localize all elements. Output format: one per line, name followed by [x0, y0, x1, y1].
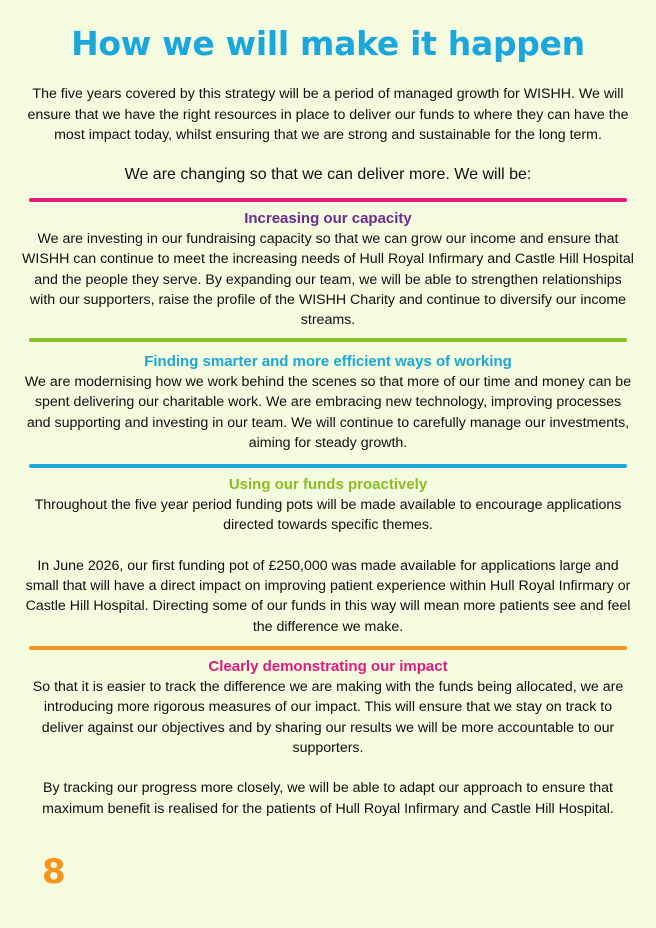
section-smarter-ways: [22, 352, 634, 453]
page-title: How we will make it happen: [71, 24, 585, 63]
section-paragraph: In June 2026, our first funding pot of £250,000 was made available for applications large and small that will have a direct impact on improving patient experience within Hull Royal Infirmary or Castle Hill Hospital. Directing some of our funds in this way will mean more patients see and feel the difference we make.: [25, 557, 631, 635]
section-funds-proactively: [22, 475, 634, 637]
section-paragraph: We are modernising how we work behind the scenes so that more of our time and money can be spent delivering our charitable work. We are embracing new technology, improving processes and supporting and investing in our team. We will continue to carefully manage our investments, aiming for steady growth.: [24, 374, 632, 451]
divider-green: [29, 338, 627, 342]
section-paragraph: Throughout the five year period funding pots will be made available to encourage applications directed towards specific themes.: [34, 497, 622, 534]
section-paragraph: By tracking our progress more closely, we will be able to adapt our approach to ensure that maximum benefit is realised for the patients of Hull Royal Infirmary and Castle Hill Hospital.: [42, 780, 614, 817]
divider-pink: [29, 198, 627, 202]
section-increasing-capacity: [22, 209, 634, 330]
page-number: 8: [42, 852, 66, 892]
divider-blue: [29, 464, 627, 468]
section-demonstrating-impact: [22, 657, 634, 819]
section-paragraph: So that it is easier to track the difference we are making with the funds being allocated, we are introducing more rigorous measures of our impact. This will ensure that we stay on track to deliver against our objectives and by sharing our results we will be more accountable to our supporters.: [32, 679, 624, 756]
lead-sentence: We are changing so that we can deliver more. We will be:: [124, 166, 532, 183]
section-heading: Increasing our capacity: [244, 210, 412, 227]
section-heading: Clearly demonstrating our impact: [208, 658, 448, 675]
divider-orange: [29, 646, 627, 650]
section-paragraph: We are investing in our fundraising capacity so that we can grow our income and ensure that WISHH can continue to meet the increasing needs of Hull Royal Infirmary and Castle Hill Hospital and the people they serve. By expanding our team, we will be able to strengthen relationships with our supporters, raise the profile of the WISHH Charity and continue to diversify our income streams.: [22, 231, 634, 329]
section-heading: Finding smarter and more efficient ways of working: [144, 353, 512, 370]
intro-paragraph: The five years covered by this strategy will be a period of managed growth for WISHH. We will ensure that we have the right resources in place to deliver our funds to where they can have the most impact today, whilst ensuring that we are strong and sustainable for the long term.: [27, 86, 629, 143]
section-heading: Using our funds proactively: [228, 476, 428, 493]
